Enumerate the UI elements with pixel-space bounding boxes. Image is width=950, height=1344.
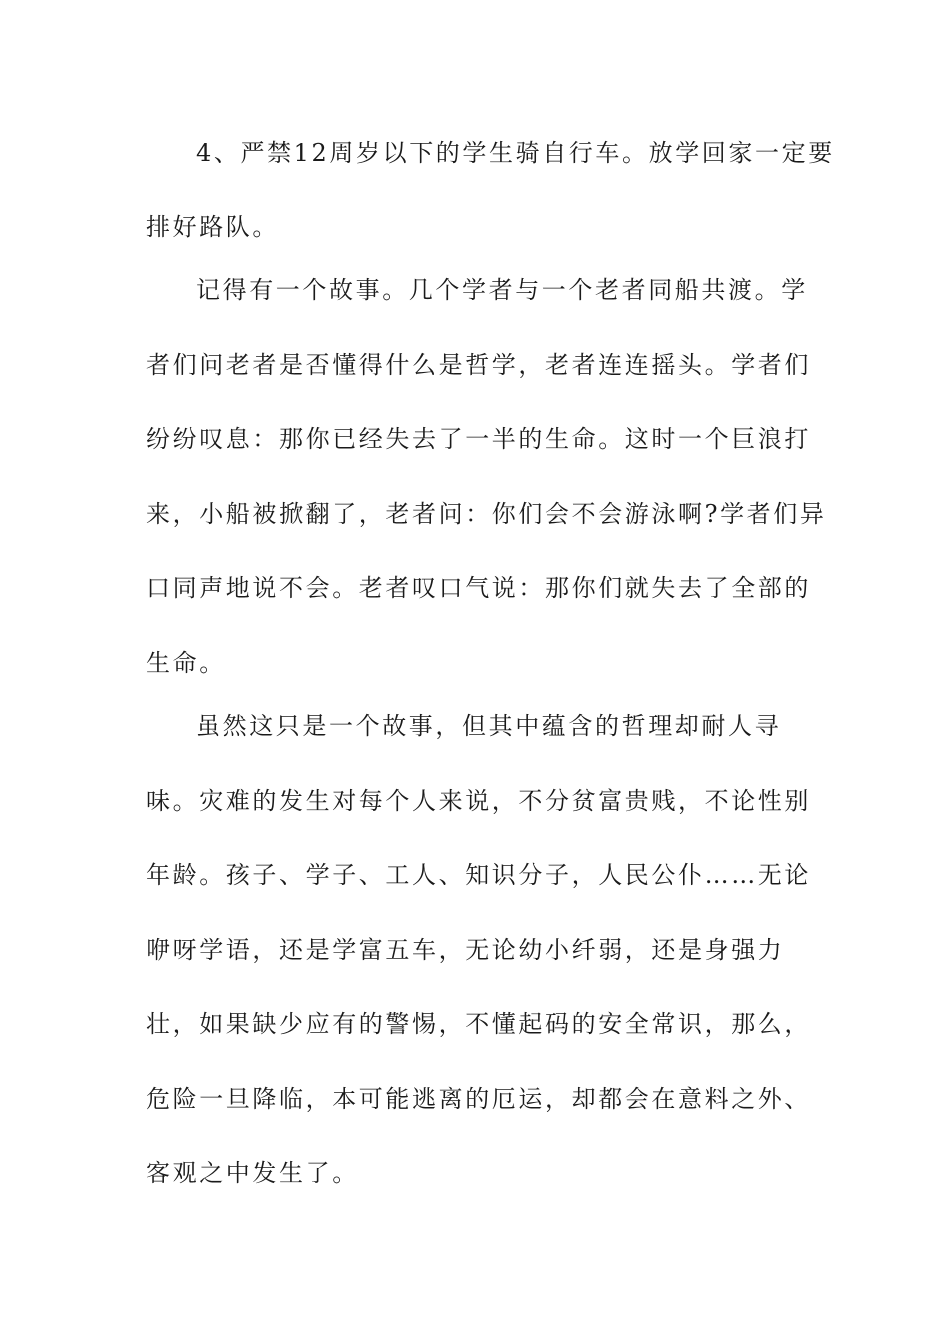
paragraph-3-line-5: 壮，如果缺少应有的警惕，不懂起码的安全常识，那么， (146, 1010, 811, 1038)
paragraph-3-line-1: 虽然这只是一个故事，但其中蕴含的哲理却耐人寻 (196, 712, 782, 740)
paragraph-2-line-1: 记得有一个故事。几个学者与一个老者同船共渡。学 (196, 276, 808, 304)
paragraph-2-line-5: 口同声地说不会。老者叹口气说：那你们就失去了全部的 (146, 574, 811, 602)
paragraph-3-line-2: 味。灾难的发生对每个人来说，不分贫富贵贱，不论性别 (146, 787, 811, 815)
paragraph-3-line-3: 年龄。孩子、学子、工人、知识分子，人民公仆……无论 (146, 861, 811, 889)
paragraph-3-line-4: 咿呀学语，还是学富五车，无论幼小纤弱，还是身强力 (146, 936, 785, 964)
paragraph-3-line-7: 客观之中发生了。 (146, 1159, 359, 1187)
paragraph-1-line-1: 4、严禁12周岁以下的学生骑自行车。放学回家一定要 (196, 139, 835, 167)
paragraph-2-line-4: 来，小船被掀翻了，老者问：你们会不会游泳啊?学者们异 (146, 500, 827, 528)
paragraph-1-line-2: 排好路队。 (146, 213, 279, 241)
paragraph-3-line-6: 危险一旦降临，本可能逃离的厄运，却都会在意料之外、 (146, 1085, 811, 1113)
paragraph-2-line-3: 纷纷叹息：那你已经失去了一半的生命。这时一个巨浪打 (146, 425, 811, 453)
paragraph-2-line-2: 者们问老者是否懂得什么是哲学，老者连连摇头。学者们 (146, 351, 811, 379)
paragraph-2-line-6: 生命。 (146, 649, 226, 677)
